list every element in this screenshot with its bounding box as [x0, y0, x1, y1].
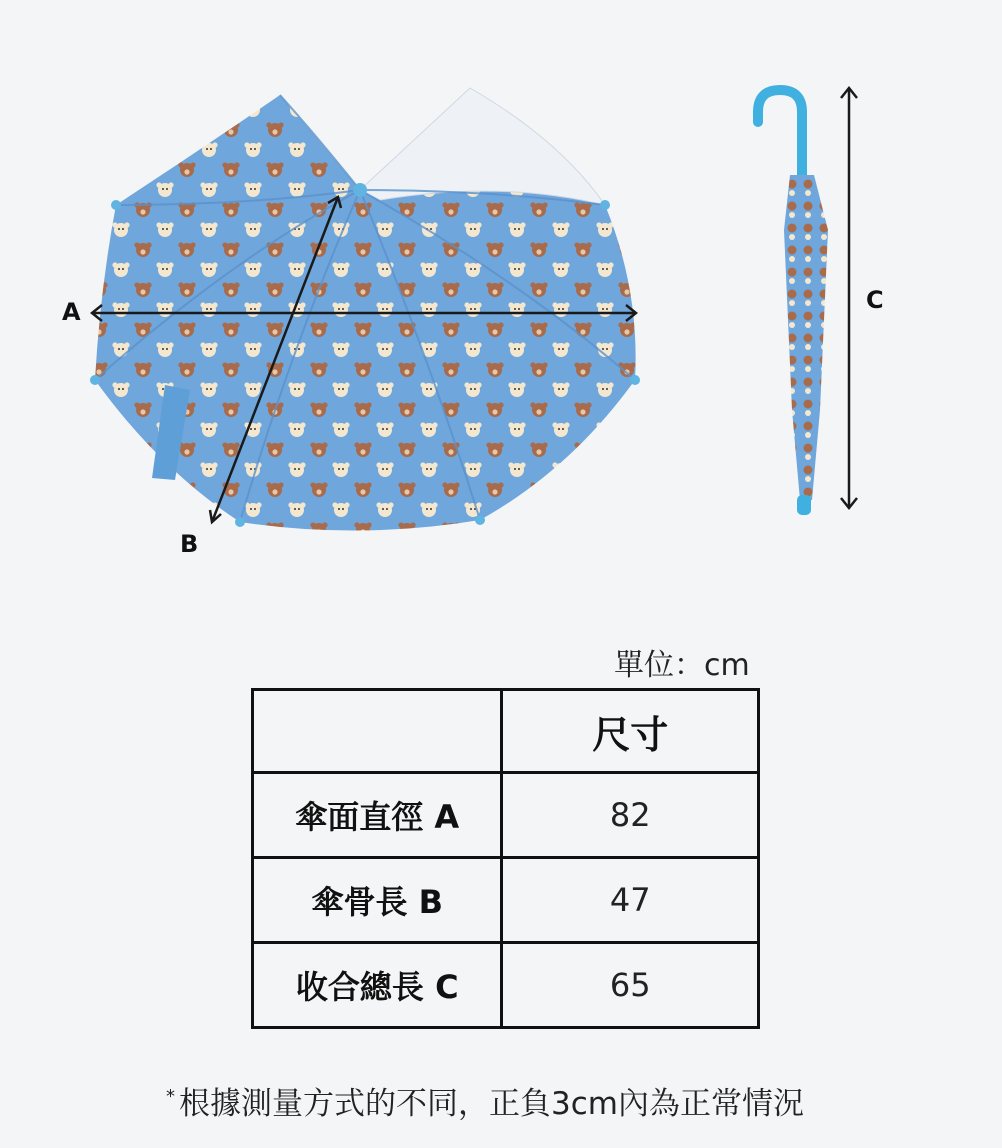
table-header-row	[253, 690, 759, 773]
footnote-marker: *	[166, 1086, 175, 1107]
unit-label: 單位：cm	[614, 648, 750, 683]
table-row	[253, 943, 759, 1028]
dimension-arrow-c	[841, 88, 857, 508]
table-row	[253, 773, 759, 858]
row-value-closed-length: 65	[502, 943, 759, 1028]
footnote-text: 根據測量方式的不同，正負3cm內為正常情況	[179, 1086, 804, 1122]
row-value-canopy-diameter: 82	[502, 773, 759, 858]
row-label-rib-length: 傘骨長 B	[253, 858, 502, 943]
row-label-closed-length: 收合總長 C	[253, 943, 502, 1028]
row-value-rib-length: 47	[502, 858, 759, 943]
header-size: 尺寸	[502, 690, 759, 773]
dimension-letter-b: B	[180, 530, 199, 558]
closed-umbrella-image	[758, 90, 828, 515]
dimension-letter-a: A	[62, 298, 81, 326]
footnote	[166, 1078, 804, 1123]
open-umbrella-image	[90, 88, 640, 531]
row-label-canopy-diameter: 傘面直徑 A	[253, 773, 502, 858]
dimension-letter-c: C	[866, 286, 884, 314]
table-corner-cell	[253, 690, 502, 773]
size-table	[251, 688, 760, 1029]
table-row	[253, 858, 759, 943]
